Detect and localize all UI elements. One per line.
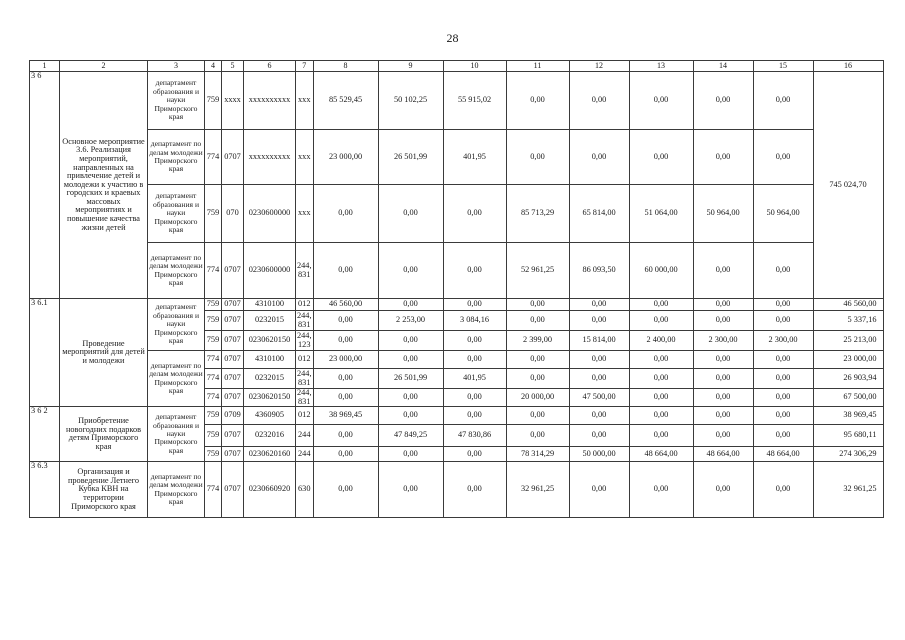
row-id: 3 6.1 (30, 299, 60, 407)
cell-c12: 0,00 (569, 425, 629, 447)
cell-c5: 0707 (222, 299, 244, 311)
cell-c15: 0,00 (753, 311, 813, 331)
cell-c10: 0,00 (443, 331, 506, 351)
cell-c14: 50 964,00 (693, 185, 753, 243)
cell-c12: 0,00 (569, 369, 629, 389)
cell-c11: 20 000,00 (506, 389, 569, 407)
column-header-12: 12 (569, 61, 629, 72)
row-id: 3 6 2 (30, 407, 60, 462)
cell-c12: 0,00 (569, 72, 629, 130)
cell-c14: 0,00 (693, 299, 753, 311)
table-row (30, 185, 884, 243)
cell-c8: 0,00 (313, 369, 378, 389)
cell-c4: 759 (205, 331, 222, 351)
cell-c11: 0,00 (506, 425, 569, 447)
table-row (30, 72, 884, 130)
header-row (30, 61, 884, 72)
table-row (30, 299, 884, 311)
cell-c5: 0707 (222, 130, 244, 185)
row-id: 3 6.3 (30, 462, 60, 518)
cell-c8: 23 000,00 (313, 351, 378, 369)
column-header-11: 11 (506, 61, 569, 72)
cell-c6: 0232016 (244, 425, 296, 447)
cell-c11: 0,00 (506, 299, 569, 311)
total-cell: 26 903,94 (813, 369, 883, 389)
cell-c8: 23 000,00 (313, 130, 378, 185)
cell-c9: 0,00 (378, 243, 443, 299)
total-cell: 32 961,25 (813, 462, 883, 518)
cell-c11: 85 713,29 (506, 185, 569, 243)
cell-c7: 244, 123 (297, 330, 312, 349)
row-name: Проведение мероприятий для детей и молодежи (60, 299, 148, 407)
cell-c4: 759 (205, 447, 222, 462)
row-name: Основное мероприятие 3.6. Реализация мероприятий, направленных на привлечение детей и молодежи к участию в городских и краевых массовых мероприятиях и повышение качества жизни детей (60, 72, 148, 299)
cell-c10: 0,00 (443, 243, 506, 299)
cell-c6: 0232015 (244, 311, 296, 331)
cell-c10: 3 084,16 (443, 311, 506, 331)
cell-c5: 0707 (222, 243, 244, 299)
cell-c7: xxx (296, 130, 314, 185)
cell-c11: 32 961,25 (506, 462, 569, 518)
cell-c12: 65 814,00 (569, 185, 629, 243)
cell-c5: 070 (222, 185, 244, 243)
cell-c8: 0,00 (313, 243, 378, 299)
cell-c14: 48 664,00 (693, 447, 753, 462)
cell-c11: 0,00 (506, 311, 569, 331)
cell-c12: 0,00 (569, 407, 629, 425)
column-header-15: 15 (753, 61, 813, 72)
cell-c12: 86 093,50 (569, 243, 629, 299)
cell-c15: 0,00 (753, 351, 813, 369)
cell-c4: 774 (205, 462, 222, 518)
cell-c7: 012 (296, 299, 314, 311)
cell-c9: 2 253,00 (378, 311, 443, 331)
cell-c9: 0,00 (378, 331, 443, 351)
column-header-14: 14 (693, 61, 753, 72)
department-cell: департамент по делам молодежи Приморского края (148, 351, 205, 407)
department-cell: департамент образования и науки Приморского края (148, 185, 205, 243)
cell-c6: 4360905 (244, 407, 296, 425)
cell-c10: 0,00 (443, 299, 506, 311)
cell-c13: 60 000,00 (629, 243, 693, 299)
cell-c6: 0230620150 (244, 331, 296, 351)
cell-c5: 0709 (222, 407, 244, 425)
cell-c6: 4310100 (244, 351, 296, 369)
table-row (30, 130, 884, 185)
cell-c13: 0,00 (629, 462, 693, 518)
cell-c13: 0,00 (629, 425, 693, 447)
cell-c15: 0,00 (753, 299, 813, 311)
cell-c14: 0,00 (693, 425, 753, 447)
cell-c15: 0,00 (753, 407, 813, 425)
cell-c5: 0707 (222, 311, 244, 331)
cell-c11: 52 961,25 (506, 243, 569, 299)
column-header-13: 13 (629, 61, 693, 72)
cell-c4: 774 (205, 389, 222, 407)
cell-c6: 0230660920 (244, 462, 296, 518)
cell-c11: 78 314,29 (506, 447, 569, 462)
cell-c14: 0,00 (693, 407, 753, 425)
cell-c8: 0,00 (313, 185, 378, 243)
column-header-4: 4 (205, 61, 222, 72)
cell-c9: 0,00 (378, 351, 443, 369)
cell-c13: 0,00 (629, 299, 693, 311)
cell-c8: 0,00 (313, 389, 378, 407)
cell-c7: 012 (296, 407, 314, 425)
cell-c7: 244, 831 (296, 243, 314, 299)
department-cell: департамент по делам молодежи Приморского края (148, 130, 205, 185)
cell-c9: 47 849,25 (378, 425, 443, 447)
cell-c12: 0,00 (569, 130, 629, 185)
cell-c5: 0707 (222, 331, 244, 351)
cell-c12: 0,00 (569, 311, 629, 331)
row-name: Организация и проведение Летнего Кубка КВН на территории Приморского края (60, 462, 148, 518)
cell-c6: 0232015 (244, 369, 296, 389)
cell-c11: 0,00 (506, 351, 569, 369)
cell-c4: 759 (205, 72, 222, 130)
cell-c11: 0,00 (506, 369, 569, 389)
cell-c6: 4310100 (244, 299, 296, 311)
cell-c8: 38 969,45 (313, 407, 378, 425)
cell-c4: 759 (205, 425, 222, 447)
cell-c9: 0,00 (378, 299, 443, 311)
cell-c9: 26 501,99 (378, 130, 443, 185)
cell-c7: 244, 831 (297, 388, 312, 406)
cell-c12: 0,00 (569, 462, 629, 518)
cell-c7: 012 (296, 351, 314, 369)
total-cell: 95 680,11 (813, 425, 883, 447)
table-row (30, 407, 884, 425)
cell-c5: 0707 (222, 369, 244, 389)
cell-c13: 0,00 (629, 369, 693, 389)
cell-c14: 0,00 (693, 351, 753, 369)
cell-c14: 0,00 (693, 311, 753, 331)
department-cell: департамент по делам молодежи Приморского края (148, 462, 205, 518)
cell-c6: 0230600000 (244, 185, 296, 243)
cell-c15: 0,00 (753, 369, 813, 389)
cell-c4: 759 (205, 185, 222, 243)
cell-c11: 2 399,00 (506, 331, 569, 351)
cell-c15: 0,00 (753, 130, 813, 185)
department-cell: департамент образования и науки Приморского края (148, 72, 205, 130)
cell-c6: 0230620160 (244, 447, 296, 462)
cell-c4: 774 (205, 243, 222, 299)
column-header-3: 3 (148, 61, 205, 72)
cell-c9: 0,00 (378, 447, 443, 462)
cell-c5: xxxx (222, 72, 244, 130)
cell-c9: 50 102,25 (378, 72, 443, 130)
cell-c10: 0,00 (443, 447, 506, 462)
cell-c4: 759 (205, 311, 222, 331)
table-row (30, 462, 884, 518)
cell-c15: 0,00 (753, 425, 813, 447)
cell-c15: 0,00 (753, 389, 813, 407)
cell-c4: 774 (205, 369, 222, 389)
cell-c11: 0,00 (506, 407, 569, 425)
cell-c14: 0,00 (693, 243, 753, 299)
cell-c10: 401,95 (443, 130, 506, 185)
cell-c8: 85 529,45 (313, 72, 378, 130)
cell-c7: xxx (296, 72, 314, 130)
total-cell: 274 306,29 (813, 447, 883, 462)
cell-c10: 0,00 (443, 185, 506, 243)
cell-c13: 0,00 (629, 407, 693, 425)
cell-c13: 0,00 (629, 311, 693, 331)
department-cell: департамент по делам молодежи Приморского края (148, 243, 205, 299)
cell-c12: 15 814,00 (569, 331, 629, 351)
column-header-10: 10 (443, 61, 506, 72)
cell-c7: 244, 831 (297, 310, 312, 329)
cell-c6: xxxxxxxxxx (244, 130, 296, 185)
cell-c15: 0,00 (753, 462, 813, 518)
total-cell: 745 024,70 (813, 72, 883, 299)
cell-c9: 26 501,99 (378, 369, 443, 389)
column-header-2: 2 (60, 61, 148, 72)
cell-c7: xxx (296, 185, 314, 243)
cell-c12: 0,00 (569, 299, 629, 311)
cell-c4: 774 (205, 130, 222, 185)
cell-c14: 0,00 (693, 462, 753, 518)
cell-c7: 244 (296, 447, 314, 462)
cell-c13: 0,00 (629, 389, 693, 407)
cell-c8: 0,00 (313, 447, 378, 462)
cell-c7: 630 (296, 462, 314, 518)
department-cell: департамент образования и науки Приморского края (148, 299, 205, 351)
cell-c5: 0707 (222, 425, 244, 447)
column-header-16: 16 (813, 61, 883, 72)
cell-c9: 0,00 (378, 462, 443, 518)
total-cell: 46 560,00 (813, 299, 883, 311)
cell-c15: 48 664,00 (753, 447, 813, 462)
column-header-5: 5 (222, 61, 244, 72)
cell-c14: 0,00 (693, 72, 753, 130)
cell-c14: 2 300,00 (693, 331, 753, 351)
total-cell: 5 337,16 (813, 311, 883, 331)
cell-c4: 774 (205, 351, 222, 369)
column-header-7: 7 (296, 61, 314, 72)
cell-c10: 0,00 (443, 389, 506, 407)
cell-c7: 244, 831 (297, 368, 312, 387)
cell-c10: 0,00 (443, 462, 506, 518)
cell-c5: 0707 (222, 462, 244, 518)
cell-c13: 0,00 (629, 130, 693, 185)
cell-c10: 0,00 (443, 407, 506, 425)
cell-c10: 401,95 (443, 369, 506, 389)
table-row (30, 243, 884, 299)
row-id: 3 6 (30, 72, 60, 299)
table-row (30, 351, 884, 369)
page-number: 28 (446, 31, 459, 45)
cell-c6: 0230620150 (244, 389, 296, 407)
cell-c13: 51 064,00 (629, 185, 693, 243)
cell-c4: 759 (205, 299, 222, 311)
cell-c13: 2 400,00 (629, 331, 693, 351)
cell-c9: 0,00 (378, 185, 443, 243)
cell-c10: 0,00 (443, 351, 506, 369)
cell-c10: 55 915,02 (443, 72, 506, 130)
cell-c15: 0,00 (753, 72, 813, 130)
total-cell: 67 500,00 (813, 389, 883, 407)
cell-c15: 0,00 (753, 243, 813, 299)
total-cell: 23 000,00 (813, 351, 883, 369)
cell-c4: 759 (205, 407, 222, 425)
cell-c14: 0,00 (693, 369, 753, 389)
total-cell: 38 969,45 (813, 407, 883, 425)
cell-c7: 244 (296, 425, 314, 447)
cell-c15: 2 300,00 (753, 331, 813, 351)
column-header-9: 9 (378, 61, 443, 72)
cell-c8: 46 560,00 (313, 299, 378, 311)
cell-c12: 0,00 (569, 351, 629, 369)
cell-c13: 0,00 (629, 351, 693, 369)
budget-table (29, 60, 884, 518)
cell-c13: 0,00 (629, 72, 693, 130)
cell-c11: 0,00 (506, 72, 569, 130)
cell-c10: 47 830,86 (443, 425, 506, 447)
cell-c8: 0,00 (313, 311, 378, 331)
cell-c6: xxxxxxxxxx (244, 72, 296, 130)
cell-c12: 47 500,00 (569, 389, 629, 407)
cell-c5: 0707 (222, 447, 244, 462)
cell-c6: 0230600000 (244, 243, 296, 299)
cell-c8: 0,00 (313, 425, 378, 447)
cell-c8: 0,00 (313, 462, 378, 518)
cell-c11: 0,00 (506, 130, 569, 185)
cell-c9: 0,00 (378, 407, 443, 425)
cell-c8: 0,00 (313, 331, 378, 351)
row-name: Приобретение новогодних подарков детям Приморского края (60, 407, 148, 462)
cell-c12: 50 000,00 (569, 447, 629, 462)
cell-c14: 0,00 (693, 130, 753, 185)
column-header-6: 6 (244, 61, 296, 72)
total-cell: 25 213,00 (813, 331, 883, 351)
cell-c14: 0,00 (693, 389, 753, 407)
cell-c5: 0707 (222, 351, 244, 369)
cell-c15: 50 964,00 (753, 185, 813, 243)
column-header-8: 8 (313, 61, 378, 72)
cell-c5: 0707 (222, 389, 244, 407)
column-header-1: 1 (30, 61, 60, 72)
cell-c9: 0,00 (378, 389, 443, 407)
cell-c13: 48 664,00 (629, 447, 693, 462)
department-cell: департамент образования и науки Приморского края (148, 407, 205, 462)
